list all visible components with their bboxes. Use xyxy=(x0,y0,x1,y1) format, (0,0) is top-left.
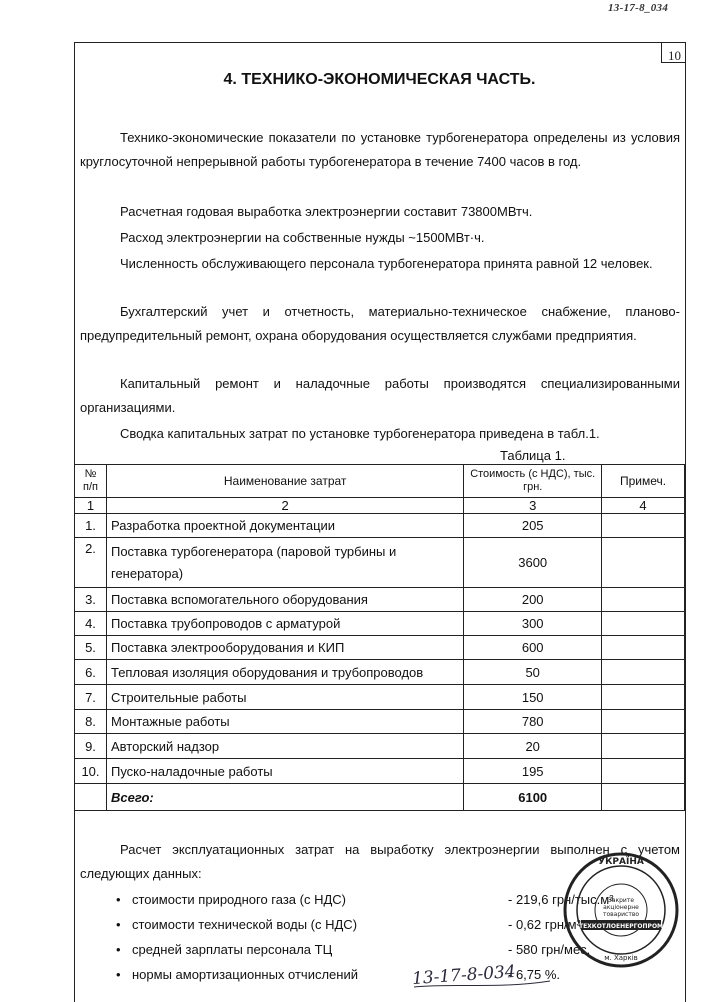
ops-value-depreciation: - 6,75 %. xyxy=(508,967,561,982)
paragraph-own-consumption: Расход электроэнергии на собственные нужды ~1500МВт·ч. xyxy=(120,230,485,245)
row-note xyxy=(602,588,685,612)
row-cost: 150 xyxy=(464,685,602,710)
company-seal xyxy=(561,850,681,970)
row-cost: 600 xyxy=(464,636,602,660)
section-title: 4. ТЕХНИКО-ЭКОНОМИЧЕСКАЯ ЧАСТЬ. xyxy=(223,71,536,88)
row-cost: 200 xyxy=(464,588,602,612)
total-label: Всего: xyxy=(106,784,463,811)
row-note xyxy=(602,759,685,784)
row-num: 4. xyxy=(75,612,107,636)
row-note xyxy=(602,538,685,588)
table-row xyxy=(75,759,685,784)
ops-value-water: - 0,62 грн/м³ xyxy=(508,917,581,932)
total-num xyxy=(75,784,107,811)
header-cost: Стоимость (с НДС), тыс. грн. xyxy=(464,465,602,498)
row-num: 9. xyxy=(75,734,107,759)
paragraph-table-ref: Сводка капитальных затрат по установке турбогенератора приведена в табл.1. xyxy=(120,426,600,441)
row-cost: 205 xyxy=(464,514,602,538)
total-value: 6100 xyxy=(464,784,602,811)
document-number: 13-17-8_034 xyxy=(608,2,669,14)
paragraph-repairs: Капитальный ремонт и наладочные работы производятся специализированными организациями. xyxy=(80,376,680,415)
row-cost: 195 xyxy=(464,759,602,784)
total-note xyxy=(602,784,685,811)
row-name: Авторский надзор xyxy=(106,734,463,759)
row-name: Поставка трубопроводов с арматурой xyxy=(106,612,463,636)
paragraph-services: Бухгалтерский учет и отчетность, материально-техническое снабжение, планово-предупредительный ремонт, охрана оборудования осуществляется службами предприятия. xyxy=(80,304,680,343)
page-number: 10 xyxy=(668,48,681,63)
row-num: 7. xyxy=(75,685,107,710)
row-name: Поставка электрооборудования и КИП xyxy=(106,636,463,660)
ops-item-gas: • стоимости природного газа (с НДС) xyxy=(116,892,346,907)
row-cost: 780 xyxy=(464,710,602,734)
ops-item-water: • стоимости технической воды (с НДС) xyxy=(116,917,358,932)
table-column-numbers xyxy=(75,498,685,514)
svg-text:акціонерне: акціонерне xyxy=(603,904,639,911)
svg-text:13-17-8-034: 13-17-8-034 xyxy=(411,961,517,990)
table-row xyxy=(75,636,685,660)
row-note xyxy=(602,636,685,660)
table-row xyxy=(75,588,685,612)
paragraph-staff: Численность обслуживающего персонала турбогенератора принята равной 12 человек. xyxy=(120,256,653,271)
frame-top xyxy=(74,42,685,43)
row-name: Пуско-наладочные работы xyxy=(106,759,463,784)
svg-text:ТЕХКОТЛОЕНЕРГОПРОМ: ТЕХКОТЛОЕНЕРГОПРОМ xyxy=(578,923,664,930)
row-name: Поставка турбогенератора (паровой турбины и генератора) xyxy=(106,538,463,588)
row-num: 6. xyxy=(75,660,107,685)
row-num: 8. xyxy=(75,710,107,734)
table-row xyxy=(75,685,685,710)
row-num: 2. xyxy=(75,538,107,588)
row-note xyxy=(602,734,685,759)
table-total-row xyxy=(75,784,685,811)
table-row xyxy=(75,734,685,759)
row-note xyxy=(602,710,685,734)
table-row xyxy=(75,660,685,685)
bullet-icon: • xyxy=(116,942,121,957)
row-cost: 50 xyxy=(464,660,602,685)
ops-item-salary: • средней зарплаты персонала ТЦ xyxy=(116,942,333,957)
header-name: Наименование затрат xyxy=(106,465,463,498)
bullet-icon: • xyxy=(116,967,121,982)
paragraph-annual-output: Расчетная годовая выработка электроэнергии составит 73800МВтч. xyxy=(120,204,533,219)
table-header-row xyxy=(75,465,685,498)
svg-text:м. Харків: м. Харків xyxy=(604,954,638,962)
colnum-3: 3 xyxy=(464,498,602,514)
row-note xyxy=(602,660,685,685)
colnum-4: 4 xyxy=(602,498,685,514)
table-row xyxy=(75,710,685,734)
ops-item-depreciation: • нормы амортизационных отчислений xyxy=(116,967,358,982)
row-name: Тепловая изоляция оборудования и трубопроводов xyxy=(106,660,463,685)
row-cost: 20 xyxy=(464,734,602,759)
row-num: 3. xyxy=(75,588,107,612)
colnum-1: 1 xyxy=(75,498,107,514)
handwritten-signature xyxy=(410,955,560,995)
row-name: Разработка проектной документации xyxy=(106,514,463,538)
bullet-icon: • xyxy=(116,917,121,932)
paragraph-ops-intro: Расчет эксплуатационных затрат на выработку электроэнергии выполнен с учетом следующих данных: xyxy=(80,842,680,881)
ops-value-gas: - 219,6 грн/тыс.м³ xyxy=(508,892,614,907)
header-note: Примеч. xyxy=(602,465,685,498)
row-cost: 3600 xyxy=(464,538,602,588)
capital-costs-table xyxy=(74,464,685,811)
svg-text:УКРАЇНА: УКРАЇНА xyxy=(598,857,644,867)
bullet-icon: • xyxy=(116,892,121,907)
row-name: Строительные работы xyxy=(106,685,463,710)
row-note xyxy=(602,514,685,538)
row-name: Поставка вспомогательного оборудования xyxy=(106,588,463,612)
row-cost: 300 xyxy=(464,612,602,636)
row-num: 1. xyxy=(75,514,107,538)
row-num: 5. xyxy=(75,636,107,660)
frame-right xyxy=(685,42,686,1002)
table-caption: Таблица 1. xyxy=(500,448,566,463)
row-note xyxy=(602,612,685,636)
colnum-2: 2 xyxy=(106,498,463,514)
header-num: № п/п xyxy=(75,465,107,498)
row-note xyxy=(602,685,685,710)
svg-text:Закрите: Закрите xyxy=(607,897,635,904)
table-row xyxy=(75,612,685,636)
svg-text:товариство: товариство xyxy=(602,911,640,918)
table-row xyxy=(75,514,685,538)
page-number-box xyxy=(661,42,686,63)
row-num: 10. xyxy=(75,759,107,784)
table-row xyxy=(75,538,685,588)
ops-value-salary: - 580 грн/мес. xyxy=(508,942,591,957)
row-name: Монтажные работы xyxy=(106,710,463,734)
paragraph-indicators: Технико-экономические показатели по установке турбогенератора определены из условия круглосуточной непрерывной работы турбогенератора в течение 7400 часов в год. xyxy=(80,130,680,169)
